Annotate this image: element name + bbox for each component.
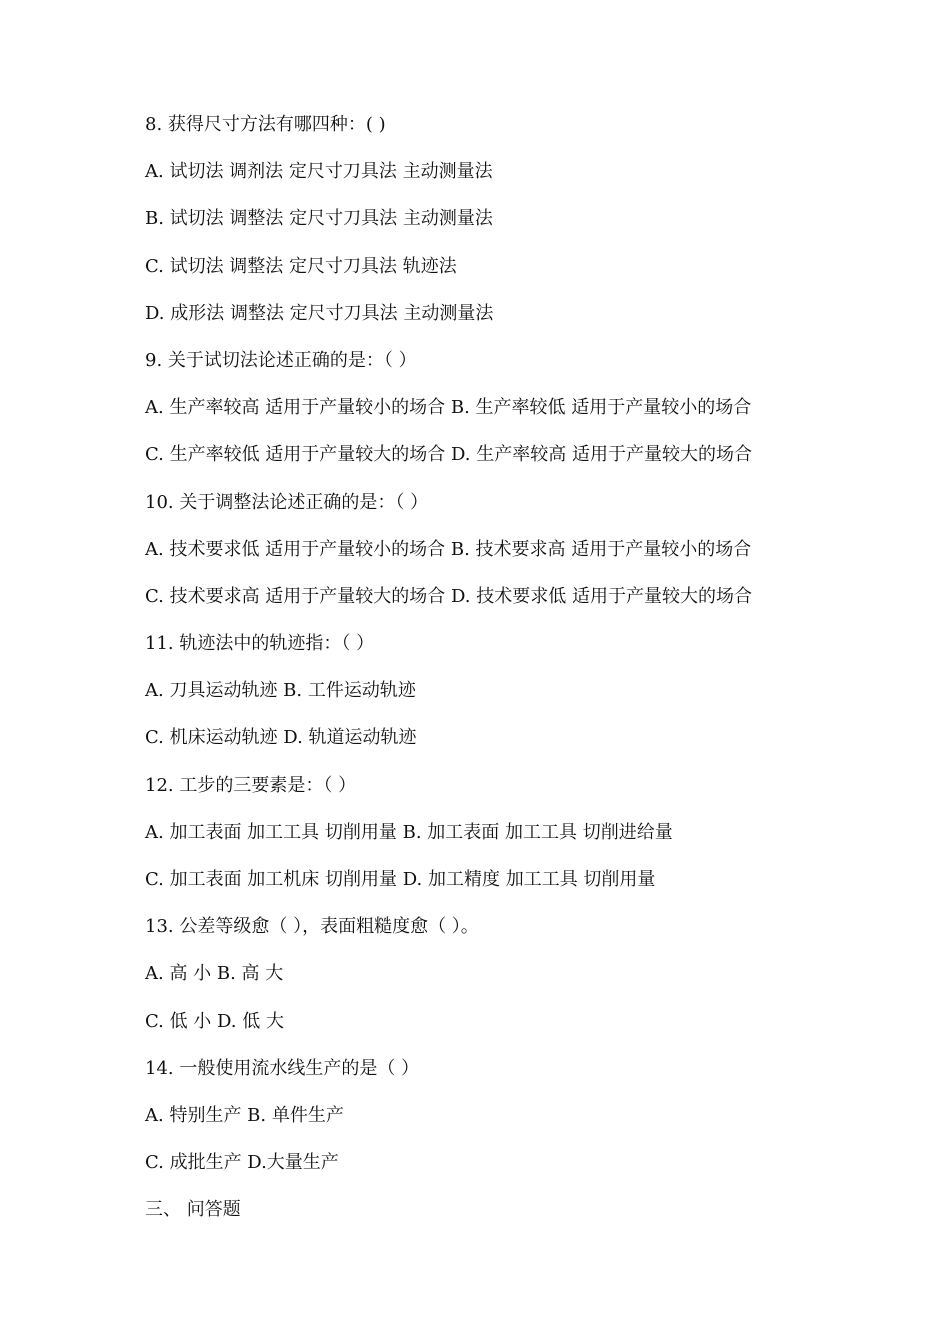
question-10-options-cd: C. 技术要求高 适用于产量较大的场合 D. 技术要求低 适用于产量较大的场合: [145, 585, 752, 607]
question-11: 11. 轨迹法中的轨迹指：（ ）: [145, 633, 375, 655]
question-13-options-cd: C. 低 小 D. 低 大: [145, 1010, 284, 1032]
question-9-options-cd: C. 生产率较低 适用于产量较大的场合 D. 生产率较高 适用于产量较大的场合: [145, 444, 752, 466]
question-14-options-ab: A. 特别生产 B. 单件生产: [145, 1104, 344, 1126]
question-10-options-ab: A. 技术要求低 适用于产量较小的场合 B. 技术要求高 适用于产量较小的场合: [145, 538, 752, 560]
question-8-option-a: A. 试切法 调剂法 定尺寸刀具法 主动测量法: [145, 161, 493, 183]
question-12-options-ab: A. 加工表面 加工工具 切削用量 B. 加工表面 加工工具 切削进给量: [145, 821, 673, 843]
question-8-option-d: D. 成形法 调整法 定尺寸刀具法 主动测量法: [145, 302, 494, 324]
section-heading-qa: 三、 问答题: [145, 1199, 241, 1221]
question-9-options-ab: A. 生产率较高 适用于产量较小的场合 B. 生产率较低 适用于产量较小的场合: [145, 397, 752, 419]
question-11-options-cd: C. 机床运动轨迹 D. 轨道运动轨迹: [145, 727, 417, 749]
document-content: [145, 109, 845, 1242]
question-14: 14. 一般使用流水线生产的是（ ）: [145, 1057, 420, 1079]
question-10: 10. 关于调整法论述正确的是：（ ）: [145, 491, 429, 513]
question-8-option-b: B. 试切法 调整法 定尺寸刀具法 主动测量法: [145, 208, 493, 230]
question-13: 13. 公差等级愈（ ），表面粗糙度愈（ ）。: [145, 916, 479, 938]
question-9: 9. 关于试切法论述正确的是：（ ）: [145, 349, 417, 371]
question-14-options-cd: C. 成批生产 D.大量生产: [145, 1152, 339, 1174]
question-8-option-c: C. 试切法 调整法 定尺寸刀具法 轨迹法: [145, 255, 457, 277]
question-13-options-ab: A. 高 小 B. 高 大: [145, 963, 284, 985]
question-12: 12. 工步的三要素是：（ ）: [145, 774, 357, 796]
question-12-options-cd: C. 加工表面 加工机床 切削用量 D. 加工精度 加工工具 切削用量: [145, 869, 656, 890]
question-11-options-ab: A. 刀具运动轨迹 B. 工件运动轨迹: [145, 680, 416, 702]
question-8: 8. 获得尺寸方法有哪四种：( ): [145, 114, 386, 135]
